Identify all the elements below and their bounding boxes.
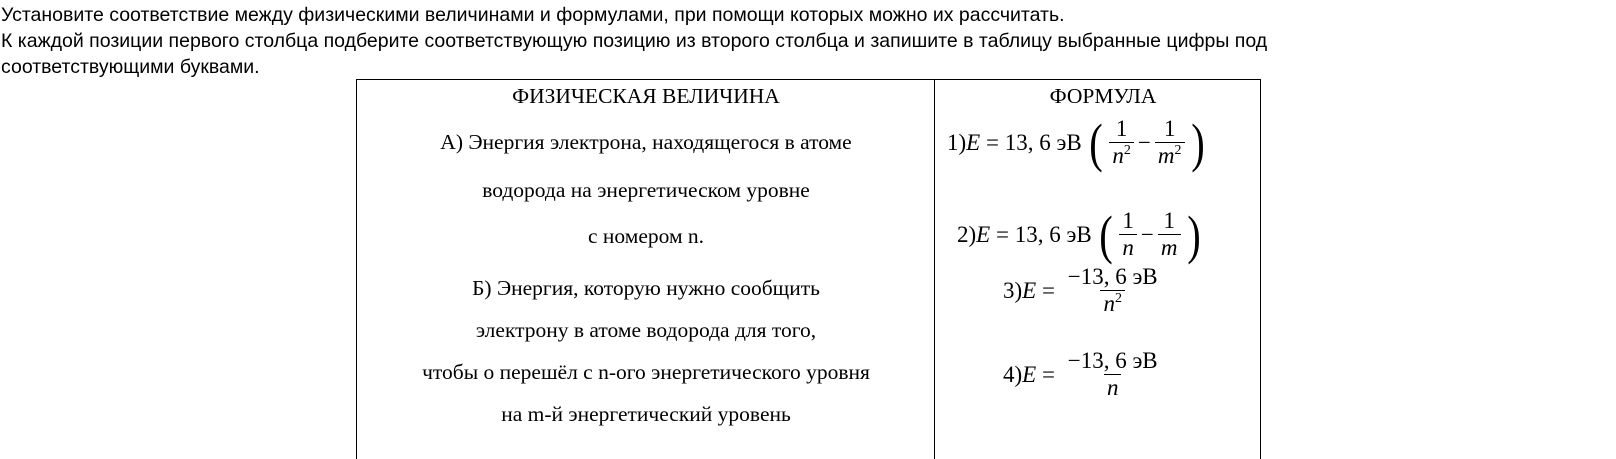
formula-4: 4) E = $\frac{-13, 6 эВ}{n}$ bbox=[1003, 348, 1165, 402]
formula-1-fraction-m: $\frac{1}{m^2}$ bbox=[1155, 116, 1185, 170]
formula-1-fraction-n: $\frac{1}{n^2}$ bbox=[1109, 116, 1134, 170]
formula-4-fraction: $\frac{-13, 6 эВ}{n}$ bbox=[1067, 348, 1158, 401]
item-b-line-3: чтобы о перешёл с n-ого энергетического уровня bbox=[422, 360, 870, 384]
item-b-line-1: Б) Энергия, которую нужно сообщить bbox=[472, 276, 820, 300]
formula-2: 2) E = 13, 6 эВ ( $\frac{1}{n}$ − $\frac{1}{m}$ ) bbox=[957, 204, 1201, 265]
header-formula: ФОРМУЛА bbox=[1049, 84, 1157, 108]
item-b-line-4: на m-й энергетический уровень bbox=[501, 402, 791, 426]
task-statement bbox=[1, 2, 1601, 80]
header-physical-quantity: ФИЗИЧЕСКАЯ ВЕЛИЧИНА bbox=[512, 84, 780, 108]
item-b-line-2: электрону в атоме водорода для того, bbox=[475, 318, 817, 342]
column-divider bbox=[934, 80, 935, 459]
matching-table bbox=[356, 79, 1261, 459]
item-a-line-3: с номером n. bbox=[587, 224, 705, 248]
task-line-3: соответствующими буквами. bbox=[1, 56, 260, 78]
formula-2-fraction-m: $\frac{1}{m}$ bbox=[1158, 208, 1181, 262]
task-line-2: К каждой позиции первого столбца подберите соответствующую позицию из второго столбца и запишите в таблицу выбранные цифры под bbox=[1, 30, 1268, 52]
formula-2-fraction-n: $\frac{1}{n}$ bbox=[1119, 208, 1137, 262]
task-line-1: Установите соответствие между физическими величинами и формулами, при помощи которых можно их рассчитать. bbox=[1, 4, 1065, 26]
formula-1: 1) E = 13, 6 эВ ( $\frac{1}{n^2}$ − $\frac{1}{m^2}$ ) bbox=[947, 112, 1205, 173]
formula-3: 3) E = $\frac{-13, 6 эВ}{n^2}$ bbox=[1003, 264, 1165, 318]
formula-3-fraction: $\frac{-13, 6 эВ}{n^2}$ bbox=[1067, 264, 1158, 317]
item-a-line-1: А) Энергия электрона, находящегося в атоме bbox=[440, 130, 852, 154]
item-a-line-2: водорода на энергетическом уровне bbox=[482, 178, 810, 202]
